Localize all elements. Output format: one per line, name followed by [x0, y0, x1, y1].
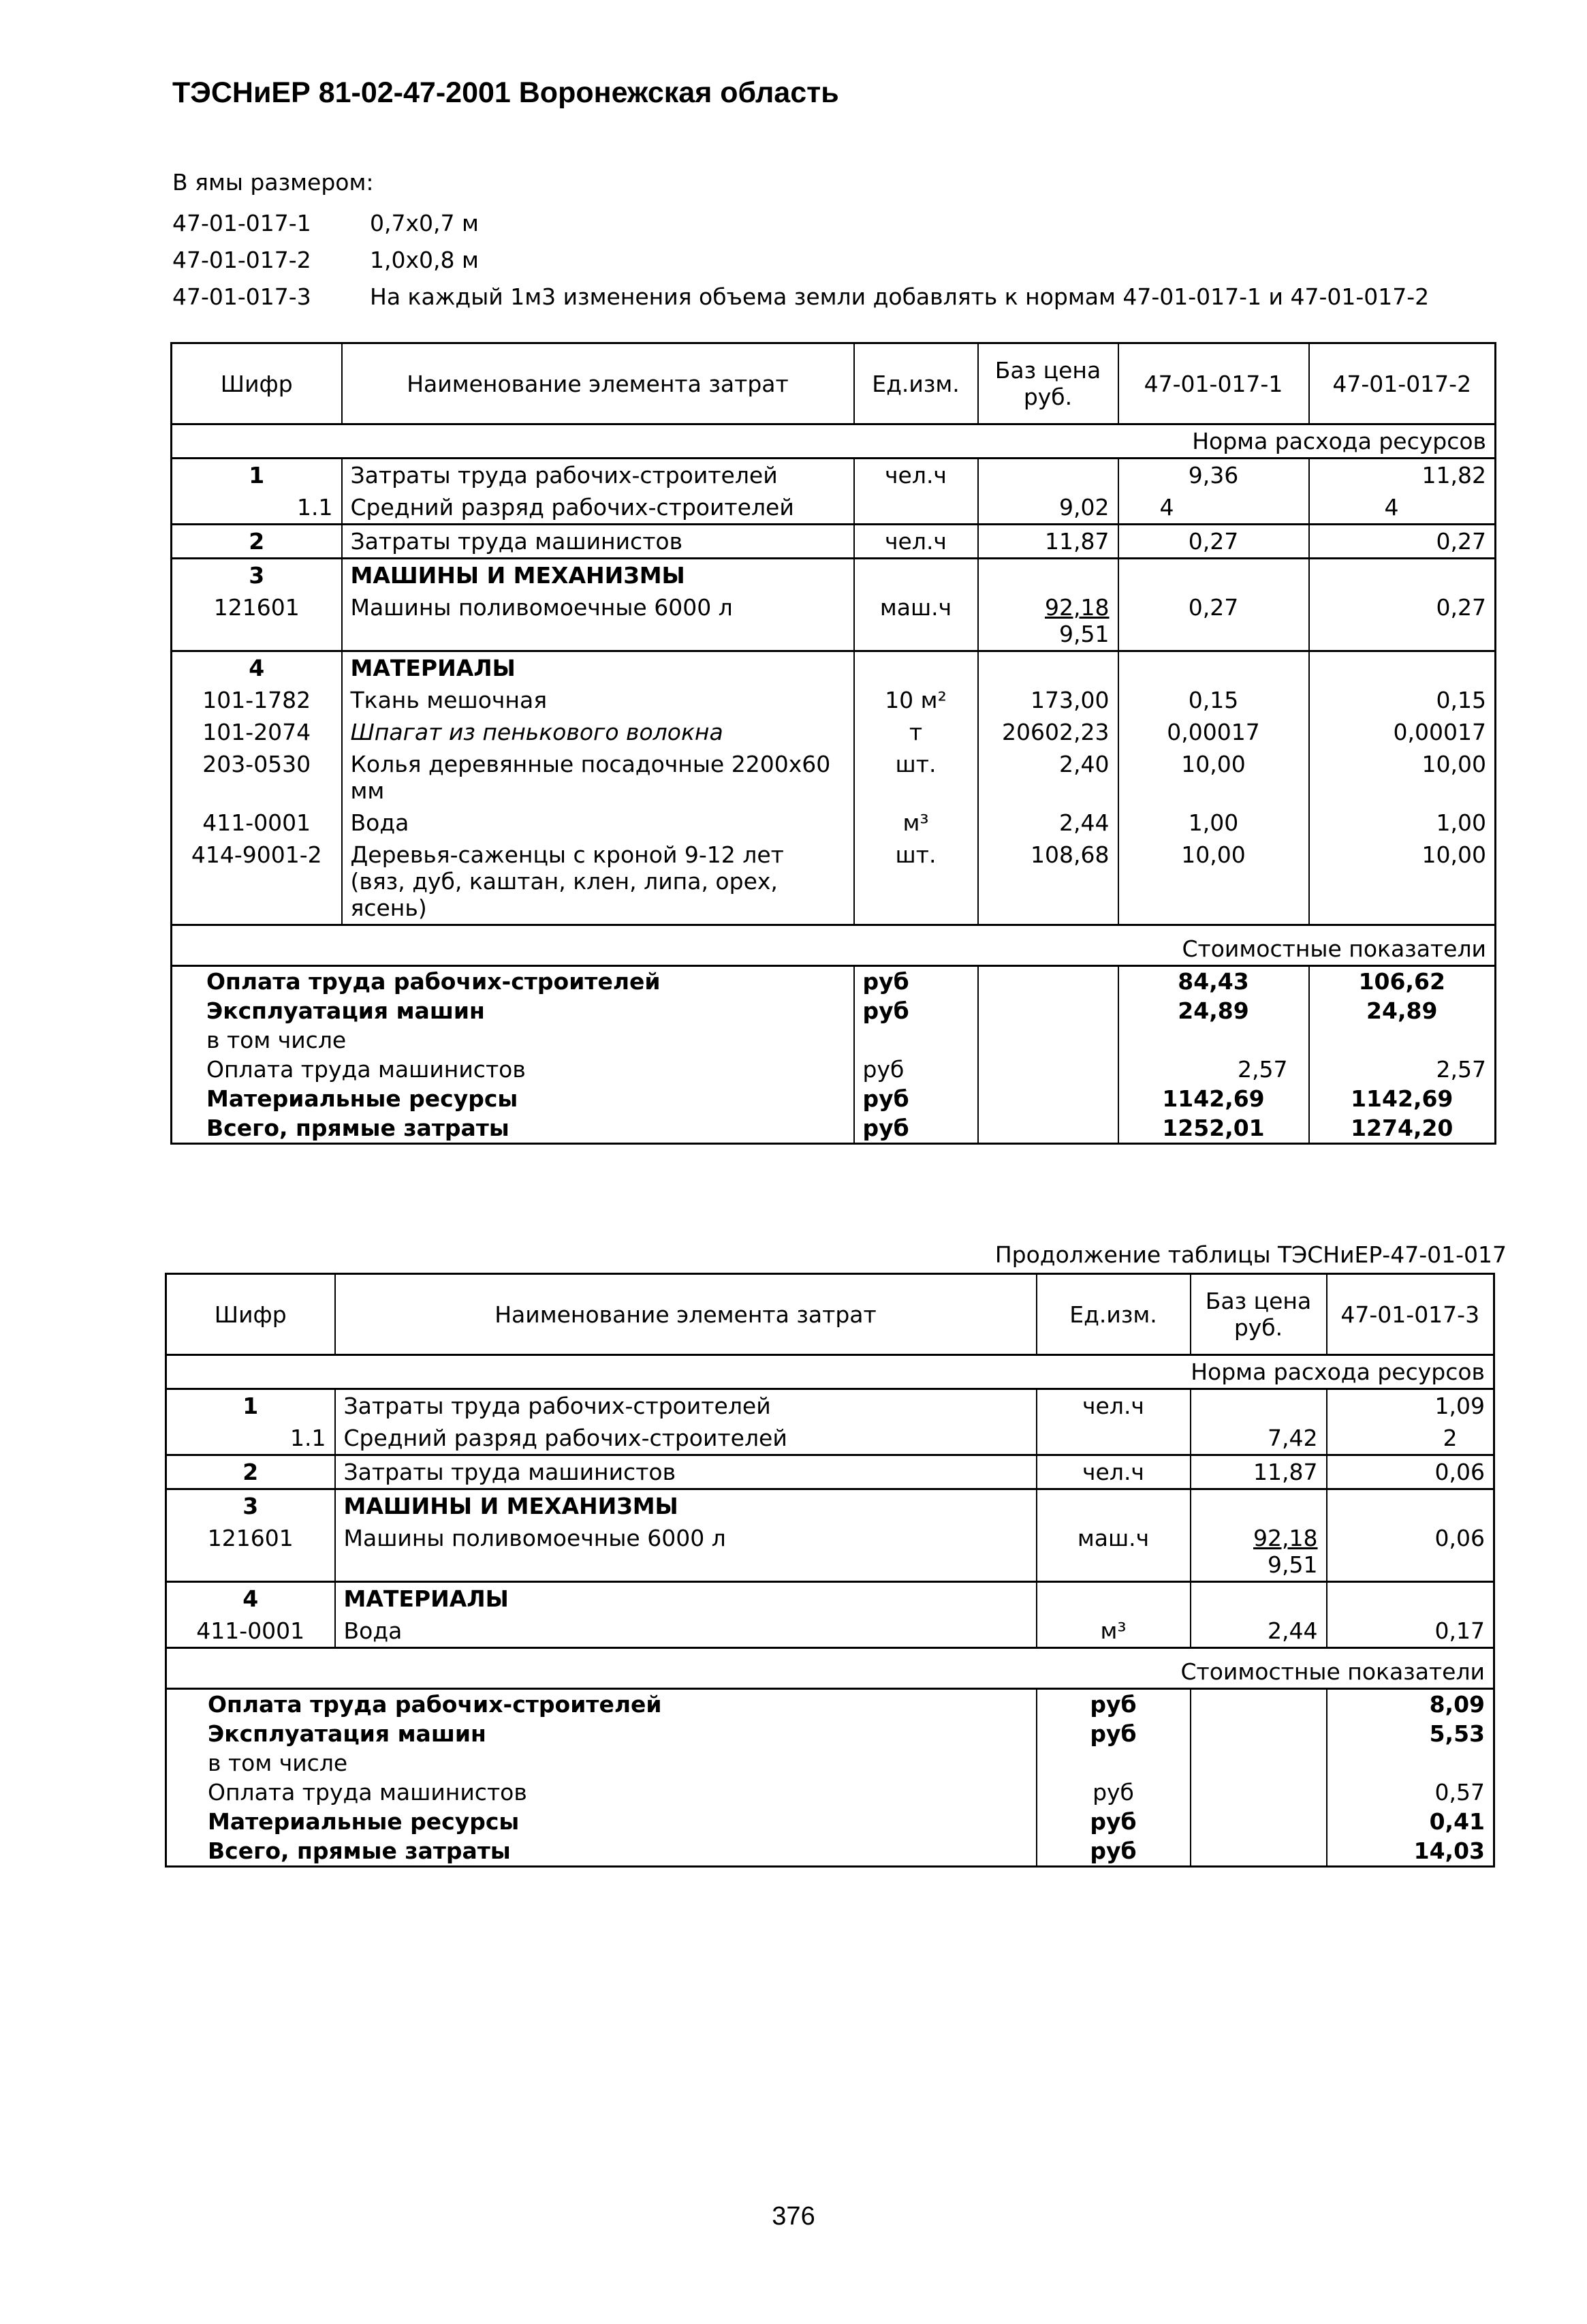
- row-unit: [1037, 1422, 1191, 1455]
- cost-name: Оплата труда рабочих-строителей: [208, 1691, 662, 1718]
- cost-value-1: 14,03: [1327, 1836, 1494, 1867]
- row-price: 11,87: [978, 525, 1118, 559]
- row-code: 4: [242, 1585, 259, 1612]
- column-header: Ед.изм.: [854, 343, 978, 424]
- row-price: [978, 459, 1118, 492]
- row-value-1: 1,09: [1327, 1389, 1494, 1423]
- cost-value-2: 24,89: [1309, 996, 1496, 1025]
- cost-name: в том числе: [206, 1027, 347, 1053]
- cost-value-1: 1252,01: [1118, 1113, 1309, 1144]
- size-desc: 1,0х0,8 м: [370, 247, 479, 273]
- cost-unit: руб: [1037, 1807, 1191, 1836]
- row-value-2: 1,00: [1309, 807, 1496, 839]
- section-label-row: [172, 925, 1496, 966]
- row-value-2: 0,15: [1309, 684, 1496, 716]
- cost-row: [172, 1084, 1496, 1113]
- row-price: 2,44: [1191, 1615, 1327, 1648]
- row-code: 411-0001: [202, 809, 311, 836]
- row-unit: чел.ч: [854, 459, 978, 492]
- row-unit: маш.ч: [1037, 1522, 1191, 1582]
- row-price: 2,40: [978, 748, 1118, 807]
- cost-value-1: 24,89: [1118, 996, 1309, 1025]
- cost-row: [172, 1055, 1496, 1084]
- cost-row: [166, 1689, 1494, 1720]
- cost-row: [166, 1807, 1494, 1836]
- row-name: Вода: [342, 807, 854, 839]
- row-unit: чел.ч: [1037, 1455, 1191, 1489]
- table-row: [172, 684, 1496, 716]
- cost-name: Оплата труда рабочих-строителей: [206, 968, 661, 995]
- row-code: 1: [249, 462, 265, 489]
- section-heading-row: [166, 1582, 1494, 1615]
- row-unit: шт.: [854, 748, 978, 807]
- section-heading-row: [166, 1489, 1494, 1523]
- table-row: [166, 1522, 1494, 1582]
- price-current: 92,18: [1045, 594, 1110, 621]
- row-code: 414-9001-2: [191, 841, 322, 868]
- row-code: 1.1: [297, 494, 333, 521]
- section-label-row: [172, 424, 1496, 459]
- cost-name: в том числе: [208, 1750, 348, 1776]
- row-code: 2: [249, 528, 265, 555]
- section-label-row: [166, 1355, 1494, 1389]
- norm-label: Норма расхода ресурсов: [1192, 428, 1486, 454]
- row-code: 203-0530: [202, 751, 311, 777]
- cost-row: [172, 966, 1496, 997]
- row-price: 173,00: [978, 684, 1118, 716]
- row-value-1: 0,27: [1118, 591, 1309, 651]
- section-heading: МАШИНЫ И МЕХАНИЗМЫ: [342, 559, 854, 592]
- cost-name: Эксплуатация машин: [208, 1720, 486, 1747]
- row-name: Средний разряд рабочих-строителей: [335, 1422, 1037, 1455]
- cost-value-1: 5,53: [1327, 1719, 1494, 1748]
- row-name: Средний разряд рабочих-строителей: [342, 491, 854, 525]
- section-heading: МАТЕРИАЛЫ: [342, 651, 854, 685]
- cost-row: [166, 1748, 1494, 1778]
- row-name: Затраты труда рабочих-строителей: [335, 1389, 1037, 1423]
- cost-unit: руб: [1037, 1689, 1191, 1720]
- cost-unit: руб: [854, 966, 978, 997]
- row-name: Ткань мешочная: [342, 684, 854, 716]
- cost-value-2: 1274,20: [1309, 1113, 1496, 1144]
- table-row: [172, 748, 1496, 807]
- size-code: 47-01-017-3: [172, 283, 311, 310]
- cost-unit: руб: [854, 1084, 978, 1113]
- table-row: [166, 1422, 1494, 1455]
- cost-value-1: 0,57: [1327, 1778, 1494, 1807]
- column-header: 47-01-017-3: [1327, 1274, 1494, 1355]
- size-code: 47-01-017-2: [172, 247, 311, 273]
- row-value-1: 2: [1327, 1422, 1494, 1455]
- row-price: 7,42: [1191, 1422, 1327, 1455]
- price-current: 92,18: [1253, 1525, 1318, 1551]
- table-row: [172, 491, 1496, 525]
- row-value-1: 0,00017: [1118, 716, 1309, 748]
- row-value-1: 1,00: [1118, 807, 1309, 839]
- row-code: 2: [242, 1459, 259, 1485]
- cost-unit: руб: [854, 996, 978, 1025]
- row-value-2: 0,27: [1309, 525, 1496, 559]
- row-unit: чел.ч: [1037, 1389, 1191, 1423]
- cost-unit: руб: [854, 1113, 978, 1144]
- row-code: 1.1: [290, 1425, 326, 1451]
- section-heading: МАТЕРИАЛЫ: [335, 1582, 1037, 1615]
- row-value-2: 11,82: [1309, 459, 1496, 492]
- row-unit: маш.ч: [854, 591, 978, 651]
- row-code: 121601: [207, 1525, 294, 1551]
- row-code: 3: [242, 1493, 259, 1519]
- cost-row: [172, 1025, 1496, 1055]
- row-value-1: 0,06: [1327, 1522, 1494, 1582]
- row-value-1: 0,27: [1118, 525, 1309, 559]
- row-value-2: 0,00017: [1309, 716, 1496, 748]
- row-price: 108,68: [978, 839, 1118, 925]
- row-value-1: 0,06: [1327, 1455, 1494, 1489]
- row-name: Машины поливомоечные 6000 л: [335, 1522, 1037, 1582]
- column-header: 47-01-017-2: [1309, 343, 1496, 424]
- size-desc: 0,7х0,7 м: [370, 210, 479, 236]
- row-code: 1: [242, 1393, 259, 1419]
- row-value-1: 4: [1118, 491, 1309, 525]
- cost-unit: руб: [1037, 1719, 1191, 1748]
- table-row: [172, 807, 1496, 839]
- cost-name: Материальные ресурсы: [206, 1085, 518, 1112]
- table-row: [172, 459, 1496, 492]
- cost-unit: руб: [854, 1055, 978, 1084]
- row-name: Колья деревянные посадочные 2200х60 мм: [342, 748, 854, 807]
- cost-name: Оплата труда машинистов: [206, 1056, 526, 1083]
- column-header: 47-01-017-1: [1118, 343, 1309, 424]
- cost-value-1: 84,43: [1118, 966, 1309, 997]
- section-heading: МАШИНЫ И МЕХАНИЗМЫ: [335, 1489, 1037, 1523]
- cost-row: [172, 996, 1496, 1025]
- row-code: 411-0001: [196, 1617, 305, 1644]
- column-header: Баз цена руб.: [1191, 1274, 1327, 1355]
- price-wage-part: 9,51: [1268, 1551, 1318, 1578]
- row-price: 20602,23: [978, 716, 1118, 748]
- row-value-2: 0,27: [1309, 591, 1496, 651]
- row-price: [1191, 1522, 1327, 1582]
- norm-label: Норма расхода ресурсов: [1191, 1359, 1485, 1385]
- table-row: [172, 525, 1496, 559]
- row-code: 4: [249, 655, 265, 681]
- column-header: Шифр: [220, 370, 293, 397]
- table-row: [172, 716, 1496, 748]
- row-unit: м³: [1037, 1615, 1191, 1648]
- row-value-1: 0,15: [1118, 684, 1309, 716]
- section-label-row: [166, 1648, 1494, 1689]
- cost-unit: руб: [1037, 1836, 1191, 1867]
- row-unit: чел.ч: [854, 525, 978, 559]
- cost-row: [166, 1778, 1494, 1807]
- column-header: Баз цена руб.: [978, 343, 1118, 424]
- row-name: Вода: [335, 1615, 1037, 1648]
- table-row: [172, 591, 1496, 651]
- row-unit: 10 м²: [854, 684, 978, 716]
- intro-text: В ямы размером:: [172, 169, 374, 196]
- cost-label: Стоимостные показатели: [1180, 1658, 1485, 1685]
- row-name: Деревья-саженцы с кроной 9-12 лет (вяз, дуб, каштан, клен, липа, орех, ясень): [342, 839, 854, 925]
- price-wage-part: 9,51: [1059, 621, 1110, 647]
- document-title: ТЭСНиЕР 81-02-47-2001 Воронежская область: [172, 76, 839, 109]
- row-unit: м³: [854, 807, 978, 839]
- row-value-2: 10,00: [1309, 839, 1496, 925]
- cost-row: [166, 1719, 1494, 1748]
- cost-row: [172, 1113, 1496, 1144]
- norm-table-2: [165, 1273, 1495, 1868]
- row-code: 101-2074: [202, 719, 311, 745]
- row-price: [978, 591, 1118, 651]
- row-name: Затраты труда рабочих-строителей: [342, 459, 854, 492]
- cost-name: Материальные ресурсы: [208, 1808, 520, 1835]
- cost-value-1: 8,09: [1327, 1689, 1494, 1720]
- row-unit: [854, 491, 978, 525]
- size-desc: На каждый 1м3 изменения объема земли добавлять к нормам 47-01-017-1 и 47-01-017-2: [370, 283, 1430, 310]
- section-heading-row: [172, 651, 1496, 685]
- norm-table-1: [170, 342, 1496, 1145]
- row-name: Шпагат из пенькового волокна: [342, 716, 854, 748]
- row-unit: т: [854, 716, 978, 748]
- cost-unit: руб: [1037, 1778, 1191, 1807]
- row-name: Машины поливомоечные 6000 л: [342, 591, 854, 651]
- cost-name: Всего, прямые затраты: [208, 1838, 511, 1864]
- cost-value-1: 0,41: [1327, 1807, 1494, 1836]
- table-row: [172, 839, 1496, 925]
- row-value-1: 0,17: [1327, 1615, 1494, 1648]
- cost-value-2: 2,57: [1309, 1055, 1496, 1084]
- column-header: Шифр: [214, 1301, 287, 1328]
- cost-value-2: 1142,69: [1309, 1084, 1496, 1113]
- row-value-2: 4: [1309, 491, 1496, 525]
- row-name: Затраты труда машинистов: [335, 1455, 1037, 1489]
- row-price: 11,87: [1191, 1455, 1327, 1489]
- row-price: 2,44: [978, 807, 1118, 839]
- table-row: [166, 1389, 1494, 1423]
- cost-value-1: 2,57: [1118, 1055, 1309, 1084]
- cost-name: Эксплуатация машин: [206, 997, 485, 1024]
- row-price: [1191, 1389, 1327, 1423]
- section-heading-row: [172, 559, 1496, 592]
- cost-label: Стоимостные показатели: [1182, 935, 1486, 962]
- cost-name: Всего, прямые затраты: [206, 1115, 509, 1141]
- table-row: [166, 1455, 1494, 1489]
- table-header-row: [172, 343, 1496, 424]
- table-header-row: [166, 1274, 1494, 1355]
- cost-value-1: 1142,69: [1118, 1084, 1309, 1113]
- row-value-1: 10,00: [1118, 839, 1309, 925]
- size-code: 47-01-017-1: [172, 210, 311, 236]
- column-header: Наименование элемента затрат: [335, 1274, 1037, 1355]
- row-code: 121601: [213, 594, 300, 621]
- cost-value-2: 106,62: [1309, 966, 1496, 997]
- row-value-2: 10,00: [1309, 748, 1496, 807]
- column-header: Наименование элемента затрат: [342, 343, 854, 424]
- row-code: 101-1782: [202, 687, 311, 713]
- page-number: 376: [772, 2202, 815, 2231]
- row-name: Затраты труда машинистов: [342, 525, 854, 559]
- cost-row: [166, 1836, 1494, 1867]
- column-header: Ед.изм.: [1037, 1274, 1191, 1355]
- table-row: [166, 1615, 1494, 1648]
- row-unit: шт.: [854, 839, 978, 925]
- row-value-1: 9,36: [1118, 459, 1309, 492]
- cost-name: Оплата труда машинистов: [208, 1779, 527, 1806]
- row-value-1: 10,00: [1118, 748, 1309, 807]
- row-price: 9,02: [978, 491, 1118, 525]
- continuation-caption: Продолжение таблицы ТЭСНиЕР-47-01-017: [994, 1241, 1507, 1268]
- row-code: 3: [249, 562, 265, 589]
